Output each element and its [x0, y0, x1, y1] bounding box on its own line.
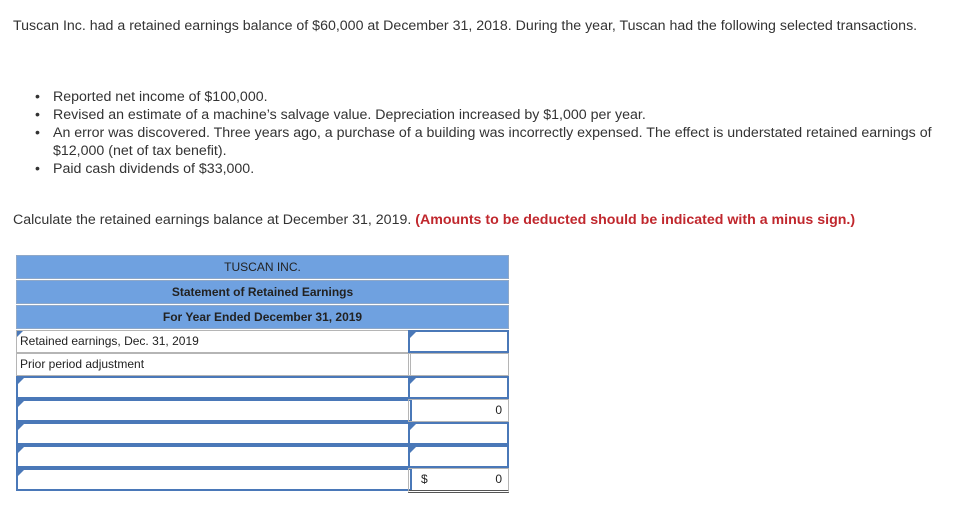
- label-select[interactable]: [16, 376, 412, 399]
- bullet-icon: •: [35, 89, 40, 105]
- dropdown-flag-icon: [18, 470, 24, 476]
- input-flag-icon: [410, 378, 416, 384]
- amount-input[interactable]: [408, 445, 509, 468]
- question-text: Calculate the retained earnings balance at December 31, 2019. (Amounts to be deducted should be indicated with a minus sign.): [13, 212, 856, 228]
- dropdown-flag-icon: [18, 401, 24, 407]
- table-row: [16, 468, 509, 491]
- dropdown-flag-icon: [18, 447, 24, 453]
- total-amount-cell: $ 0: [408, 468, 509, 493]
- problem-intro: Tuscan Inc. had a retained earnings balance of $60,000 at December 31, 2018. During the year, Tuscan had the following selected transactions.: [13, 18, 918, 34]
- list-item: • Paid cash dividends of $33,000.: [35, 161, 255, 177]
- list-item: • Revised an estimate of a machine’s salvage value. Depreciation increased by $1,000 per year.: [35, 107, 646, 123]
- dropdown-flag-icon: [18, 378, 24, 384]
- deduction-note: (Amounts to be deducted should be indicated with a minus sign.): [415, 212, 856, 228]
- retained-earnings-statement: [16, 255, 509, 491]
- input-flag-icon: [410, 424, 416, 430]
- bullet-icon: •: [35, 125, 40, 141]
- table-row: [16, 445, 509, 468]
- amount-input[interactable]: [408, 376, 509, 399]
- label-select[interactable]: [16, 468, 412, 491]
- list-item: • An error was discovered. Three years ago, a purchase of a building was incorrectly expensed. The effect is understated retained earnings of $12,000 (net of tax benefit).: [35, 125, 932, 159]
- dropdown-flag-icon: [17, 331, 23, 337]
- input-flag-icon: [410, 332, 416, 338]
- table-row: [16, 399, 509, 422]
- table-row: [16, 330, 509, 353]
- label-select[interactable]: [16, 399, 412, 422]
- label-select[interactable]: [16, 445, 412, 468]
- table-row: [16, 376, 509, 399]
- dropdown-flag-icon: [18, 424, 24, 430]
- bullet-icon: •: [35, 161, 40, 177]
- currency-symbol: $: [421, 472, 428, 486]
- statement-period: For Year Ended December 31, 2019: [16, 305, 509, 329]
- company-name: TUSCAN INC.: [16, 255, 509, 279]
- statement-title: Statement of Retained Earnings: [16, 280, 509, 304]
- input-flag-icon: [410, 447, 416, 453]
- bullet-icon: •: [35, 107, 40, 123]
- label-select[interactable]: [16, 422, 412, 445]
- table-row: [16, 353, 509, 376]
- amount-input[interactable]: [408, 330, 509, 353]
- amount-cell: 0: [408, 399, 509, 422]
- list-item: • Reported net income of $100,000.: [35, 89, 268, 105]
- amount-cell: [408, 353, 509, 376]
- label-prior-period-adjustment: Prior period adjustment: [16, 353, 411, 376]
- table-row: [16, 422, 509, 445]
- label-retained-earnings: Retained earnings, Dec. 31, 2019: [16, 330, 411, 353]
- amount-input[interactable]: [408, 422, 509, 445]
- transaction-list: [13, 88, 958, 178]
